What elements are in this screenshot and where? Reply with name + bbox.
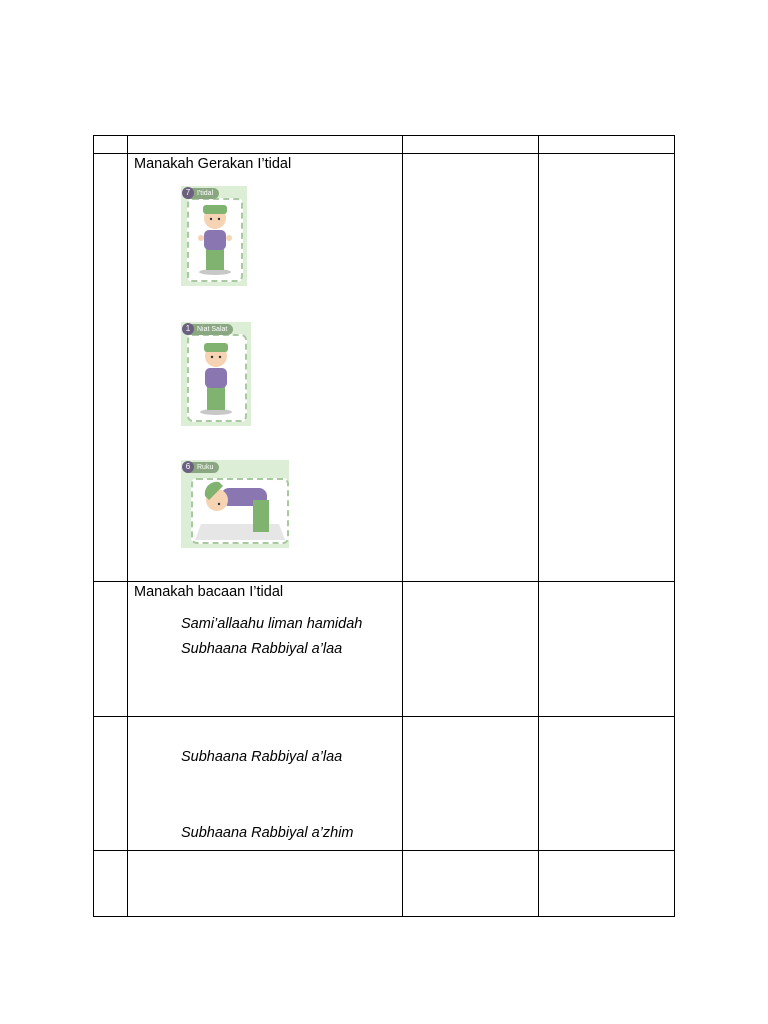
niat-standing-figure-icon (181, 322, 251, 426)
score-cell (539, 154, 675, 582)
option-text[interactable]: Subhaana Rabbiyal a’laa (181, 749, 343, 765)
answer-cell (403, 582, 539, 717)
option-card-itidal[interactable] (181, 186, 247, 286)
score-cell (539, 717, 675, 851)
option-number: 6 (182, 461, 194, 473)
table-row (94, 717, 675, 851)
answer-cell (403, 717, 539, 851)
option-number: 1 (182, 323, 194, 335)
table-row (94, 154, 675, 582)
option-card-ruku[interactable] (181, 460, 289, 548)
score-cell (539, 582, 675, 717)
table-header-row (94, 136, 675, 154)
answer-cell (403, 154, 539, 582)
header-cell-no (94, 136, 128, 154)
quiz-table (93, 135, 675, 917)
option-tag: I'tidal (183, 188, 219, 199)
answer-cell (403, 851, 539, 917)
question-cell (128, 851, 403, 917)
score-cell (539, 851, 675, 917)
table-row (94, 851, 675, 917)
question-cell (128, 154, 403, 582)
option-card-niat[interactable] (181, 322, 251, 426)
question-text: Manakah bacaan I’tidal (134, 584, 284, 600)
option-tag: Ruku (183, 462, 219, 473)
question-cell (128, 582, 403, 717)
itidal-standing-figure-icon (181, 186, 247, 286)
option-number: 7 (182, 187, 194, 199)
question-cell (128, 717, 403, 851)
header-cell-question (128, 136, 403, 154)
question-text: Manakah Gerakan I’tidal (134, 156, 292, 172)
header-cell-answer (403, 136, 539, 154)
header-cell-score (539, 136, 675, 154)
option-text[interactable]: Sami’allaahu liman hamidah (181, 616, 363, 632)
option-text[interactable]: Subhaana Rabbiyal a’zhim (181, 825, 354, 841)
option-tag: Niat Salat (183, 324, 233, 335)
table-row (94, 582, 675, 717)
option-text[interactable]: Subhaana Rabbiyal a’laa (181, 641, 343, 657)
ruku-bowing-figure-icon (181, 460, 289, 548)
